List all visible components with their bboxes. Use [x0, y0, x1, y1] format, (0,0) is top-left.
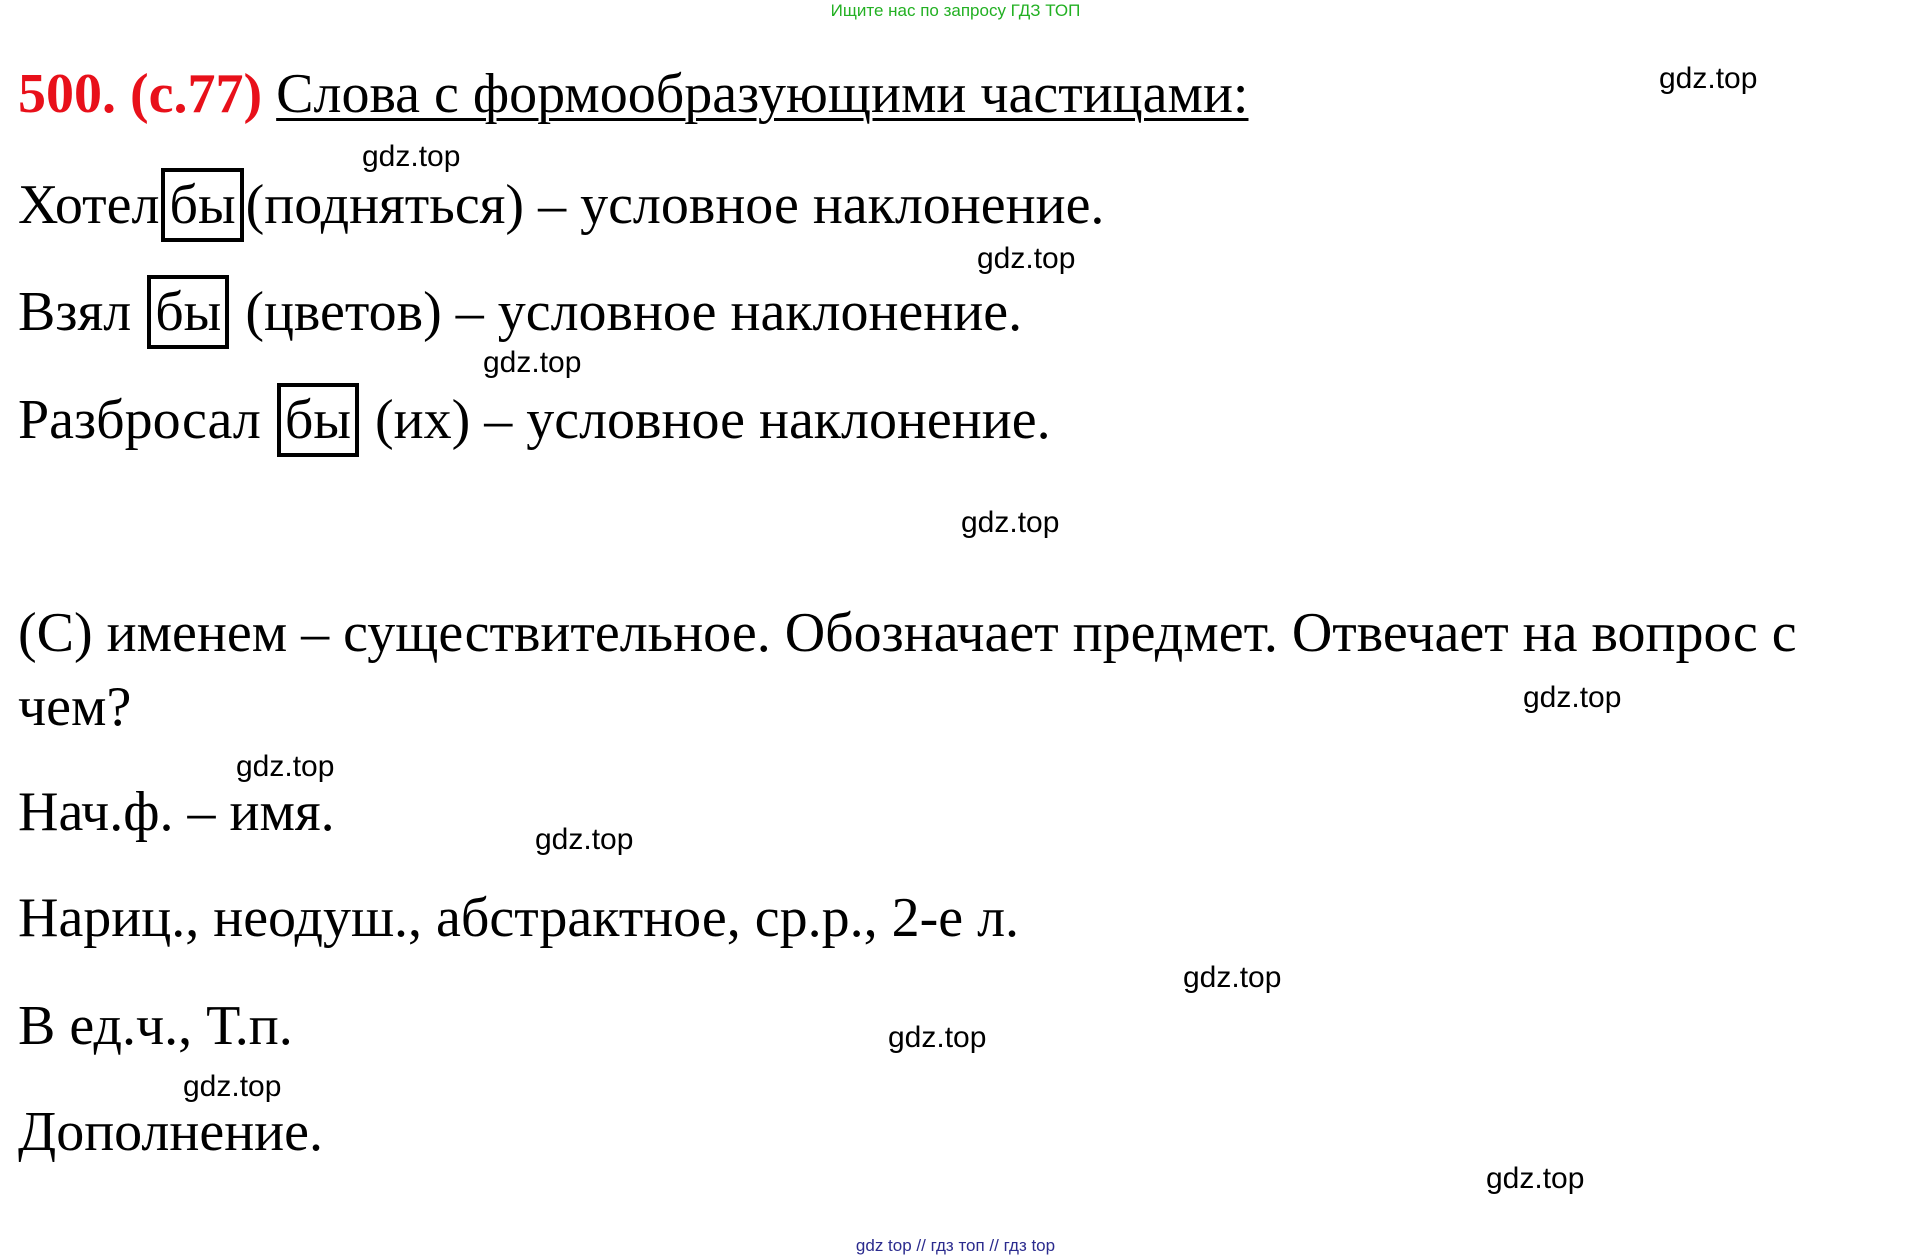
- sentence-1: [18, 168, 1104, 242]
- task-number: 500. (с.77): [18, 63, 263, 125]
- watermark: gdz.top: [961, 506, 1060, 539]
- watermark: gdz.top: [888, 1021, 987, 1054]
- top-banner: Ищите нас по запросу ГДЗ ТОП: [830, 1, 1081, 20]
- analysis-case: В ед.ч., Т.п.: [18, 995, 293, 1057]
- watermark: gdz.top: [483, 346, 582, 379]
- watermark: gdz.top: [362, 140, 461, 173]
- sentence-1-particle: бы: [161, 168, 243, 242]
- sentence-2-before: Взял: [18, 281, 146, 343]
- sentence-2: [18, 275, 1022, 349]
- sentence-3-after: (их) – условное наклонение.: [360, 389, 1051, 451]
- sentence-2-after: (цветов) – условное наклонение.: [231, 281, 1023, 343]
- task-heading: [18, 58, 1248, 130]
- sentence-3: [18, 383, 1051, 457]
- analysis-features: Нариц., неодуш., абстрактное, ср.р., 2-е л.: [18, 887, 1020, 949]
- watermark: gdz.top: [977, 242, 1076, 275]
- watermark: gdz.top: [1183, 961, 1282, 994]
- footer: gdz top // гдз топ // гдз top: [855, 1236, 1056, 1255]
- watermark: gdz.top: [236, 750, 335, 783]
- analysis-role: Дополнение.: [18, 1101, 323, 1163]
- task-title: Слова с формообразующими частицами:: [276, 63, 1249, 125]
- sentence-1-before: Хотел: [18, 174, 160, 236]
- sentence-1-after: (подняться) – условное наклонение.: [245, 174, 1105, 236]
- sentence-3-particle: бы: [277, 383, 359, 457]
- sentence-2-particle: бы: [147, 275, 229, 349]
- watermark: gdz.top: [1486, 1162, 1585, 1195]
- analysis-initial-form: Нач.ф. – имя.: [18, 781, 335, 843]
- watermark: gdz.top: [1659, 62, 1758, 95]
- watermark: gdz.top: [1523, 681, 1622, 714]
- watermark: gdz.top: [183, 1070, 282, 1103]
- watermark: gdz.top: [535, 823, 634, 856]
- analysis-intro: (С) именем – существительное. Обозначает предмет. Отвечает на вопрос с чем?: [18, 602, 1797, 738]
- sentence-3-before: Разбросал: [18, 389, 275, 451]
